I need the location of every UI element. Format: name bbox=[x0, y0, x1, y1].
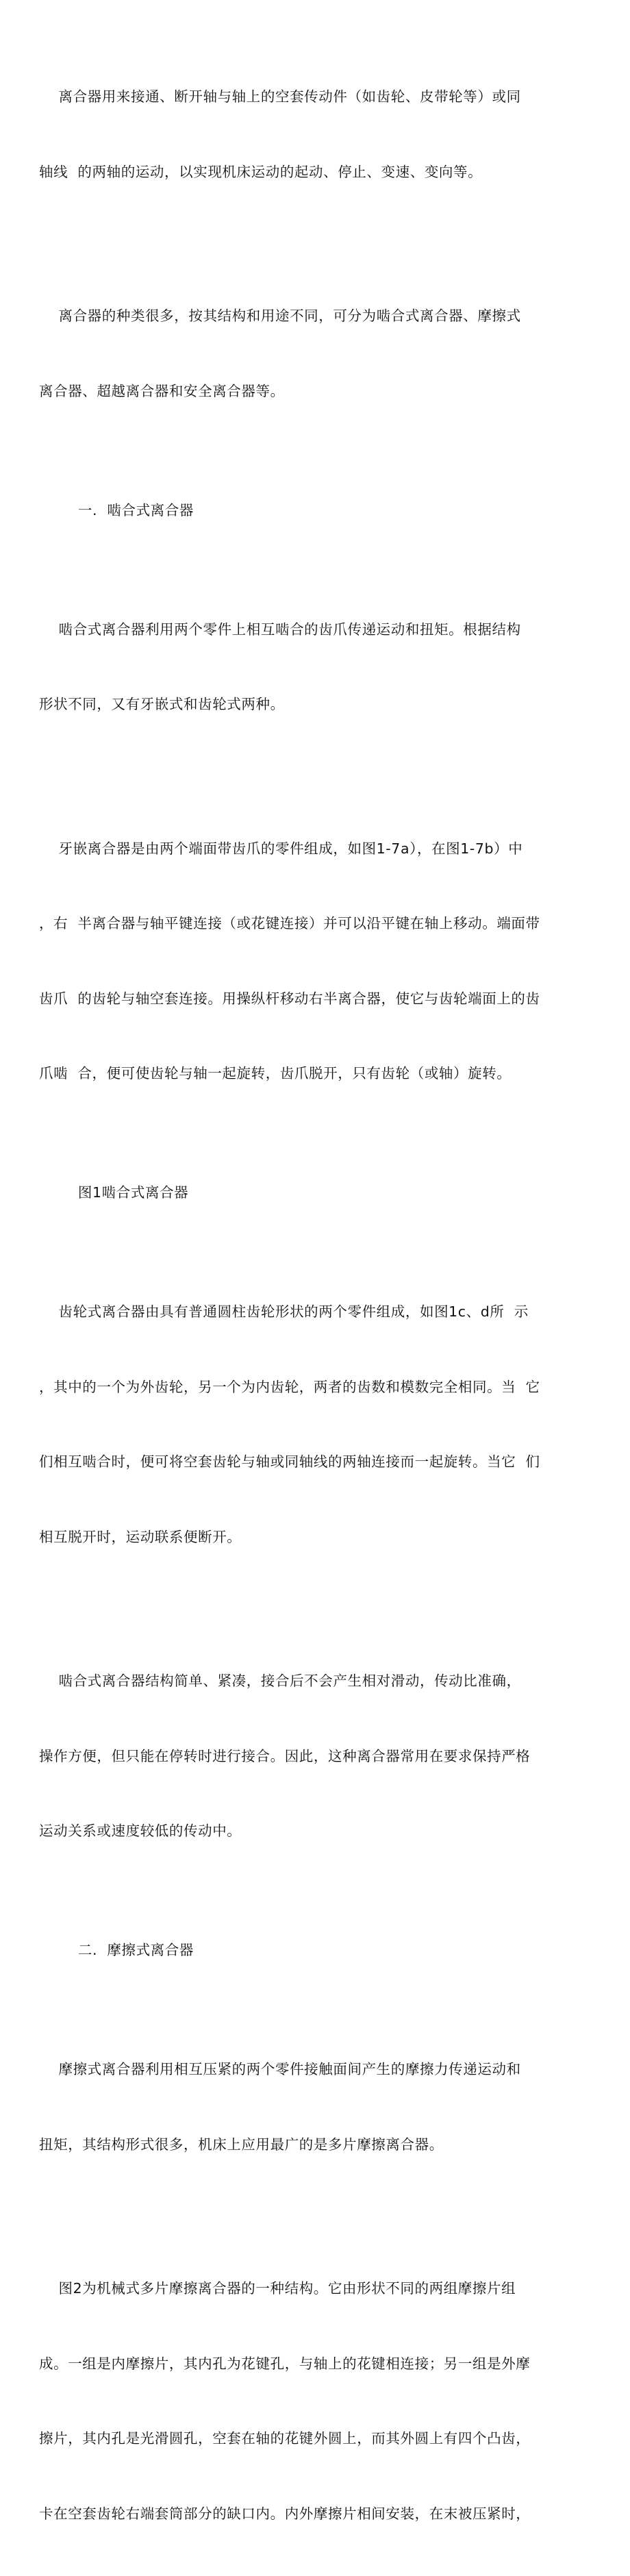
text-line: 牙嵌离合器是由两个端面带齿爪的零件组成，如图1-7a），在图1-7b）中 bbox=[39, 840, 523, 857]
text-line: 啮合式离合器利用两个零件上相互啮合的齿爪传递运动和扭矩。根据结构 bbox=[39, 621, 521, 638]
paragraph-intro bbox=[39, 34, 588, 234]
text-line: 擦片，其内孔是光滑圆孔，空套在轴的花键外圆上，而其外圆上有四个凸齿， bbox=[39, 2430, 531, 2447]
text-line: ，右 半离合器与轴平键连接（或花键连接）并可以沿平键在轴上移动。端面带 bbox=[39, 915, 540, 931]
text-line: 摩擦式离合器利用相互压紧的两个零件接触面间产生的摩擦力传递运动和 bbox=[39, 2061, 521, 2077]
paragraph-friction-clutch bbox=[39, 2007, 588, 2207]
text-line: 成。一组是内摩擦片，其内孔为花键孔，与轴上的花键相连接；另一组是外摩 bbox=[39, 2355, 531, 2372]
text-line: 离合器、超越离合器和安全离合器等。 bbox=[39, 382, 285, 399]
text-line: 图2为机械式多片摩擦离合器的一种结构。它由形状不同的两组摩擦片组 bbox=[39, 2280, 516, 2297]
text-line: 扭矩，其结构形式很多，机床上应用最广的是多片摩擦离合器。 bbox=[39, 2136, 444, 2153]
text-line: 齿爪 的齿轮与轴空套连接。用操纵杆移动右半离合器，使它与齿轮端面上的齿 bbox=[39, 990, 540, 1007]
text-line: 卡在空套齿轮右端套筒部分的缺口内。内外摩擦片相间安装，在末被压紧时， bbox=[39, 2505, 531, 2522]
paragraph-types bbox=[39, 253, 588, 453]
text-line: 啮合式离合器结构简单、紧凑，接合后不会产生相对滑动，传动比准确， bbox=[39, 1673, 521, 1689]
section-heading-engagement-clutch bbox=[39, 473, 588, 548]
paragraph-engagement-summary bbox=[39, 1618, 588, 1894]
paragraph-multi-plate-clutch bbox=[39, 2226, 588, 2576]
heading-text: 二. 摩擦式离合器 bbox=[58, 1942, 194, 1958]
text-line: 齿轮式离合器由具有普通圆柱齿轮形状的两个零件组成，如图1c、d所 示 bbox=[39, 1303, 529, 1320]
paragraph-gear-clutch bbox=[39, 1249, 588, 1599]
text-line: 相互脱开时，运动联系便断开。 bbox=[39, 1528, 242, 1545]
section-heading-friction-clutch bbox=[39, 1913, 588, 1988]
paragraph-jaw-clutch bbox=[39, 786, 588, 1136]
text-line: 离合器用来接通、断开轴与轴上的空套传动件（如齿轮、皮带轮等）或同 bbox=[39, 88, 521, 105]
figure-caption-1 bbox=[39, 1155, 588, 1231]
text-line: 轴线 的两轴的运动，以实现机床运动的起动、停止、变速、变向等。 bbox=[39, 163, 483, 180]
text-line: 爪啮 合，便可使齿轮与轴一起旋转，齿爪脱开，只有齿轮（或轴）旋转。 bbox=[39, 1065, 512, 1081]
text-line: 离合器的种类很多，按其结构和用途不同，可分为啮合式离合器、摩擦式 bbox=[39, 308, 521, 324]
text-line: 形状不同，又有牙嵌式和齿轮式两种。 bbox=[39, 696, 285, 712]
text-line: 们相互啮合时，便可将空套齿轮与轴或同轴线的两轴连接而一起旋转。当它 们 bbox=[39, 1453, 540, 1470]
text-line: 操作方便，但只能在停转时进行接合。因此，这种离合器常用在要求保持严格 bbox=[39, 1747, 531, 1764]
caption-text: 图1啮合式离合器 bbox=[58, 1184, 189, 1201]
paragraph-engagement-clutch bbox=[39, 567, 588, 767]
heading-text: 一. 啮合式离合器 bbox=[58, 501, 194, 518]
text-line: ，其中的一个为外齿轮，另一个为内齿轮，两者的齿数和模数完全相同。当 它 bbox=[39, 1378, 540, 1395]
text-line: 运动关系或速度较低的传动中。 bbox=[39, 1823, 242, 1839]
